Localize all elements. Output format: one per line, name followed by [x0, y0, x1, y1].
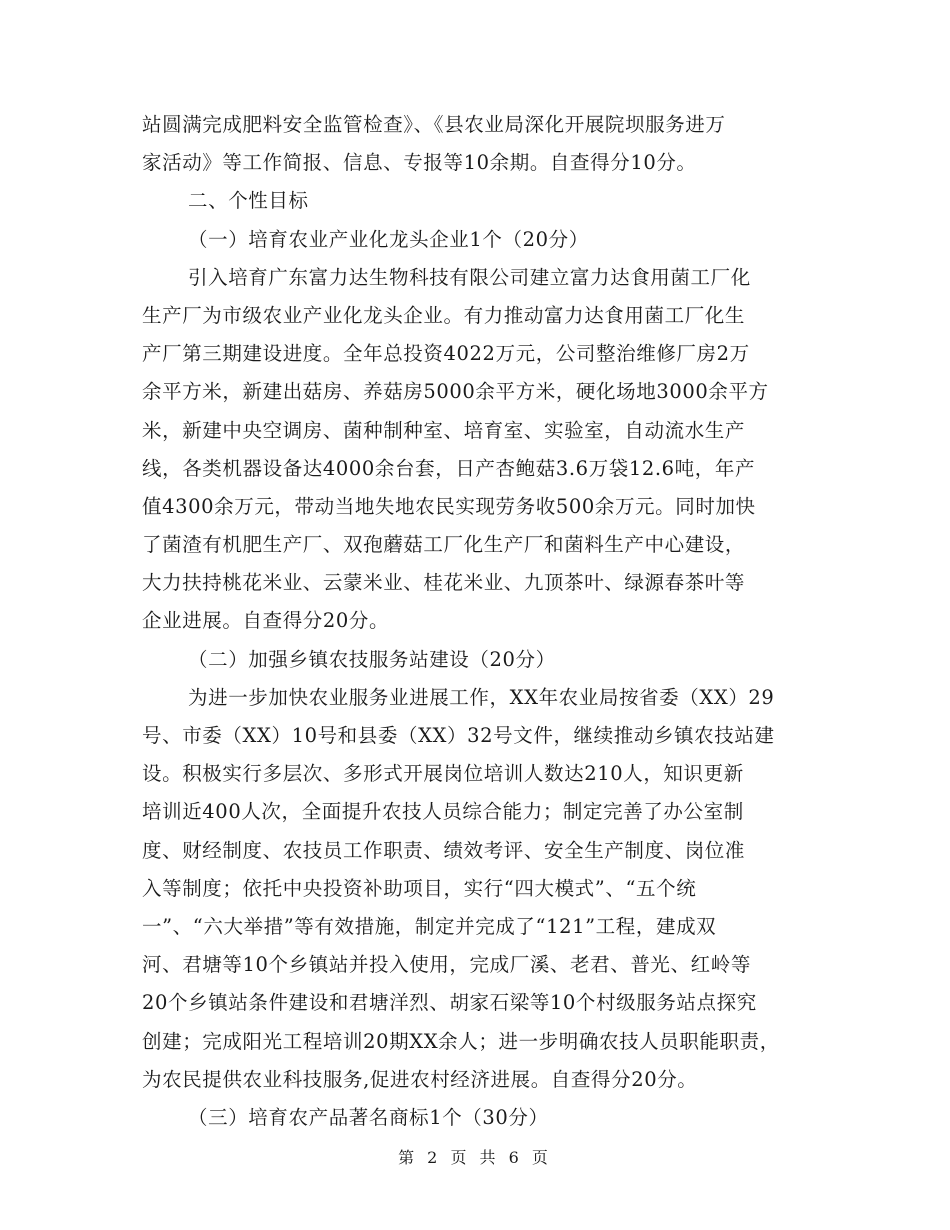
text-line: 为进一步加快农业服务业进展工作，XX年农业局按省委（XX）29	[188, 685, 775, 709]
text-line: 20个乡镇站条件建设和君塘洋烈、胡家石梁等10个村级服务站点探究	[142, 991, 757, 1015]
text-line: 号、市委（XX）10号和县委（XX）32号文件，继续推动乡镇农技站建	[142, 724, 775, 747]
page-footer: 第 2 页 共 6 页	[398, 1148, 552, 1167]
text-line: 企业进展。自查得分20分。	[142, 609, 390, 633]
text-line: 度、财经制度、农技员工作职责、绩效考评、安全生产制度、岗位准	[142, 838, 746, 862]
text-line: 设。积极实行多层次、多形式开展岗位培训人数达210人，知识更新	[142, 762, 744, 786]
text-line: 站圆满完成肥料安全监管检查》、《县农业局深化开展院坝服务进万	[142, 113, 726, 136]
text-line: 了菌渣有机肥生产厂、双孢蘑菇工厂化生产厂和菌料生产中心建设，	[142, 533, 746, 557]
text-line: 二、个性目标	[188, 189, 309, 213]
document-body	[142, 106, 832, 1137]
text-line: （二）加强乡镇农技服务站建设（20分）	[188, 647, 556, 671]
text-line: 产厂第三期建设进度。全年总投资4022万元，公司整治维修厂房2万	[142, 342, 750, 366]
text-line: 入等制度；依托中央投资补助项目，实行“四大模式”、“五个统	[142, 876, 697, 900]
text-line: 培训近400人次，全面提升农技人员综合能力；制定完善了办公室制	[142, 800, 744, 824]
text-line: 河、君塘等10个乡镇站并投入使用，完成厂溪、老君、普光、红岭等	[142, 953, 751, 977]
text-line: 余平方米，新建出菇房、养菇房5000余平方米，硬化场地3000余平方	[142, 380, 769, 404]
text-line: 生产厂为市级农业产业化龙头企业。有力推动富力达食用菌工厂化生	[142, 303, 746, 327]
text-line: 值4300余万元，带动当地失地农民实现劳务收500余万元。同时加快	[142, 494, 756, 518]
text-line: 家活动》等工作简报、信息、专报等10余期。自查得分10分。	[142, 151, 697, 175]
text-line: 米，新建中央空调房、菌种制种室、培育室、实验室，自动流水生产	[142, 418, 746, 442]
text-line: （一）培育农业产业化龙头企业1个（20分）	[188, 227, 589, 251]
text-line: 为农民提供农业科技服务,促进农村经济进展。自查得分20分。	[142, 1067, 698, 1091]
text-line: 一”、“六大举措”等有效措施，制定并完成了“121”工程，建成双	[142, 914, 717, 938]
text-line: （三）培育农产品著名商标1个（30分）	[188, 1105, 549, 1129]
text-line: 大力扶持桃花米业、云蒙米业、桂花米业、九顶茶叶、绿源春茶叶等	[142, 571, 746, 595]
text-line: 创建；完成阳光工程培训20期XX余人；进一步明确农技人员职能职责，	[142, 1029, 780, 1053]
text-line: 引入培育广东富力达生物科技有限公司建立富力达食用菌工厂化	[188, 265, 751, 289]
text-line: 线，各类机器设备达4000余台套，日产杏鲍菇3.6万袋12.6吨，年产	[142, 456, 756, 480]
